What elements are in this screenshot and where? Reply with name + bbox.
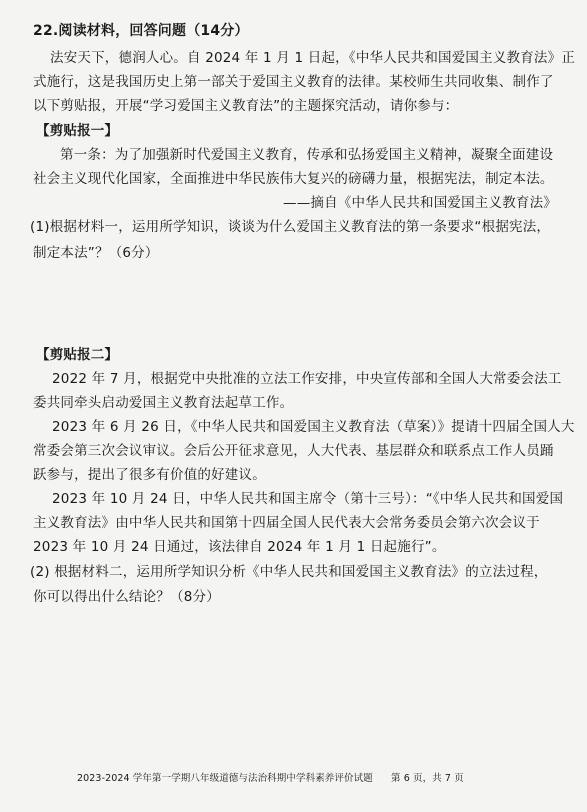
clipping2-line-8: 2023 年 10 月 24 日通过，该法律自 2024 年 1 月 1 日起施行”。 <box>33 539 446 555</box>
clipping2-line-6: 2023 年 10 月 24 日，中华人民共和国主席令（第十三号）：“《中华人民共和国爱国 <box>52 491 564 507</box>
clipping2-line-3: 2023 年 6 月 26 日，《中华人民共和国爱国主义教育法（草案）》提请十四届全国人大 <box>52 419 575 435</box>
question1-line-1: (1)根据材料一，运用所学知识，谈谈为什么爱国主义教育法的第一条要求“根据宪法， <box>30 219 551 235</box>
question1-line-2: 制定本法”？（6分） <box>33 245 159 261</box>
question2-line-1: (2) 根据材料二，运用所学知识分析《中华人民共和国爱国主义教育法》的立法过程， <box>30 564 548 580</box>
question-title: 22.阅读材料，回答问题（14分） <box>33 23 249 39</box>
intro-line-2: 式施行，这是我国历史上第一部关于爱国主义教育的法律。某校师生共同收集、制作了 <box>33 74 554 90</box>
question2-line-2: 你可以得出什么结论？（8分） <box>33 589 220 605</box>
clipping1-line-1: 第一条：为了加强新时代爱国主义教育，传承和弘扬爱国主义精神，凝聚全面建设 <box>60 147 554 163</box>
intro-line-3: 以下剪贴报，开展“学习爱国主义教育法”的主题探究活动，请你参与： <box>33 98 459 114</box>
clipping2-line-7: 主义教育法》由中华人民共和国第十四届全国人民代表大会常务委员会第六次会议于 <box>33 515 540 531</box>
clipping1-line-2: 社会主义现代化国家，全面推进中华民族伟大复兴的磅礴力量，根据宪法，制定本法。 <box>33 171 554 187</box>
clipping2-line-1: 2022 年 7 月，根据党中央批准的立法工作安排，中央宣传部和全国人大常委会法工 <box>52 371 562 387</box>
clipping2-line-5: 跃参与，提出了很多有价值的好建议。 <box>33 467 266 483</box>
footer-exam-title: 2023-2024 学年第一学期八年级道德与法治科期中学科素养评价试题 <box>77 773 373 784</box>
clipping1-label: 【剪贴报一】 <box>36 123 119 139</box>
clipping2-line-2: 委共同牵头启动爱国主义教育法起草工作。 <box>33 395 294 411</box>
footer-page-number: 第 6 页，共 7 页 <box>391 773 464 784</box>
intro-line-1: 法安天下，德润人心。自 2024 年 1 月 1 日起，《中华人民共和国爱国主义教育法》正 <box>50 50 576 66</box>
clipping1-source: ——摘自《中华人民共和国爱国主义教育法》 <box>283 195 557 211</box>
clipping2-line-4: 常委会第三次会议审议。会后公开征求意见，人大代表、基层群众和联系点工作人员踊 <box>33 443 554 459</box>
clipping2-label: 【剪贴报二】 <box>36 347 119 363</box>
